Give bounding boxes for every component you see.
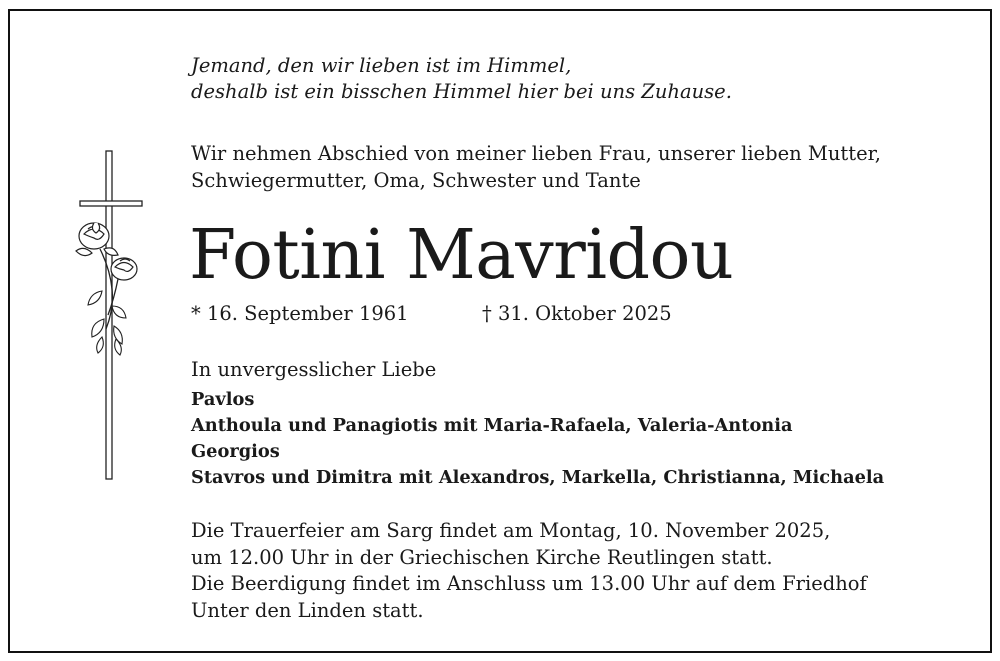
motto-line: deshalb ist ein bisschen Himmel hier bei uns Zuhause. (191, 80, 732, 103)
mourner-line: Anthoula und Panagiotis mit Maria-Rafaela, Valeria-Antonia (191, 415, 793, 436)
funeral-info (191, 518, 867, 624)
intro-line: Wir nehmen Abschied von meiner lieben Frau, unserer lieben Mutter, (191, 142, 881, 165)
mourner-line: Georgios (191, 441, 280, 462)
birth-date: * 16. September 1961 (191, 302, 409, 325)
funeral-line: um 12.00 Uhr in der Griechischen Kirche Reutlingen statt. (191, 545, 773, 569)
intro-line: Schwiegermutter, Oma, Schwester und Tante (191, 169, 641, 192)
life-dates (191, 301, 672, 327)
motto-line: Jemand, den wir lieben ist im Himmel, (191, 54, 572, 77)
motto (191, 53, 732, 105)
intro-text (191, 140, 881, 194)
mourner-line: Pavlos (191, 389, 255, 410)
funeral-line: Unter den Linden statt. (191, 598, 424, 622)
mourner-line: Stavros und Dimitra mit Alexandros, Markella, Christianna, Michaela (191, 467, 885, 488)
mourners-heading: In unvergesslicher Liebe (191, 358, 437, 381)
deceased-name: Fotini Mavridou (189, 216, 734, 295)
funeral-line: Die Beerdigung findet im Anschluss um 13.00 Uhr auf dem Friedhof (191, 572, 867, 595)
cross-with-roses-icon (72, 141, 152, 486)
funeral-line: Die Trauerfeier am Sarg findet am Montag, 10. November 2025, (191, 519, 831, 542)
mourners-list (191, 387, 884, 491)
obituary-frame (8, 9, 992, 653)
death-date: † 31. Oktober 2025 (482, 302, 672, 325)
